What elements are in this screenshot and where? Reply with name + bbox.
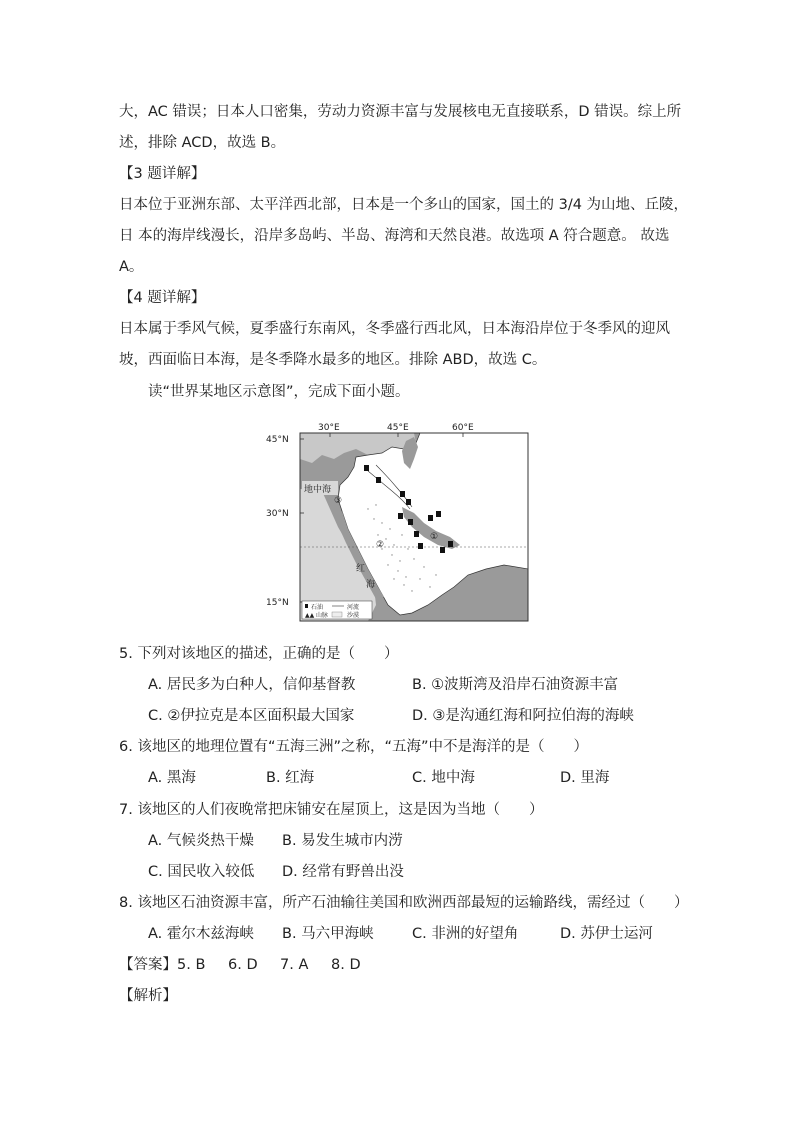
- marker-1: ①: [430, 532, 439, 542]
- legend-oil: 石油: [311, 604, 324, 611]
- oil-icon: [406, 499, 411, 505]
- oil-icon: [408, 519, 413, 525]
- question-6-stem: 6. 该地区的地理位置有“五海三洲”之称，“五海”中不是海洋的是（ ）: [119, 739, 588, 755]
- q4-text-line: 坡，西面临日本海，是冬季降水最多的地区。排除 ABD，故选 C。: [119, 352, 547, 368]
- question-6-option-a: A. 黑海: [148, 770, 196, 786]
- question-8-stem: 8. 该地区石油资源丰富，所产石油输往美国和欧洲西部最短的运输路线，需经过（ ）: [119, 895, 689, 911]
- marker-2: ②: [376, 540, 385, 550]
- sea-label-mediterranean: 地中海: [304, 485, 332, 495]
- question-8-option-c: C. 非洲的好望角: [412, 926, 519, 942]
- sea-label-red: 海: [366, 580, 376, 590]
- question-7-option-d: D. 经常有野兽出没: [282, 864, 404, 880]
- question-7-stem: 7. 该地区的人们夜晚常把床铺安在屋顶上，这是因为当地（ ）: [119, 802, 544, 818]
- map-svg: [264, 419, 534, 627]
- region-map: [264, 419, 534, 627]
- oil-icon: [376, 477, 381, 483]
- marker-3: ③: [334, 496, 343, 506]
- answer-value: 6. D: [228, 957, 258, 973]
- oil-icon: [436, 511, 441, 517]
- analysis-text-line: 大，AC 错误；日本人口密集，劳动力资源丰富与发展核电无直接联系，D 错误。综上所: [119, 104, 682, 120]
- question-7-option-b: B. 易发生城市内涝: [282, 833, 403, 849]
- question-6-option-c: C. 地中海: [412, 770, 475, 786]
- q4-text-line: 日本属于季风气候，夏季盛行东南风，冬季盛行西北风，日本海沿岸位于冬季风的迎风: [119, 321, 670, 337]
- oil-icon: [364, 465, 369, 471]
- lat-label: 30°N: [266, 509, 289, 519]
- svg-text:▲▲: ▲▲: [305, 612, 315, 619]
- oil-icon: [428, 515, 433, 521]
- lat-label: 45°N: [266, 435, 289, 445]
- lat-label: 15°N: [266, 598, 289, 608]
- question-5-option-b: B. ①波斯湾及沿岸石油资源丰富: [412, 677, 619, 693]
- oil-icon: [440, 547, 445, 553]
- legend-desert: 沙漠: [347, 612, 360, 619]
- sea-label-red: 红: [356, 564, 366, 574]
- q3-text-line: 日本位于亚洲东部、太平洋西北部，日本是一个多山的国家，国土的 3/4 为山地、丘陵，: [119, 197, 689, 213]
- answer-label: 【答案】: [119, 957, 177, 973]
- oil-icon: [400, 491, 405, 497]
- q3-heading: 【3 题详解】: [119, 166, 206, 182]
- question-6-option-d: D. 里海: [560, 770, 610, 786]
- question-5-option-c: C. ②伊拉克是本区面积最大国家: [148, 708, 355, 724]
- oil-icon: [448, 541, 453, 547]
- legend-river: 河流: [347, 604, 360, 611]
- answer-value: 7. A: [280, 957, 309, 973]
- question-5-stem: 5. 下列对该地区的描述，正确的是（ ）: [119, 646, 399, 662]
- q4-heading: 【4 题详解】: [119, 290, 206, 306]
- question-8-option-d: D. 苏伊士运河: [560, 926, 653, 942]
- answer-value: 5. B: [177, 957, 206, 973]
- oil-icon: [398, 513, 403, 519]
- lon-label: 60°E: [452, 423, 474, 433]
- q3-text-line: A。: [119, 259, 144, 275]
- oil-icon: [414, 531, 419, 537]
- question-5-option-d: D. ③是沟通红海和阿拉伯海的海峡: [412, 708, 634, 724]
- map-frame: [300, 433, 528, 621]
- map-legend: [302, 601, 372, 619]
- intro-text: 读“世界某地区示意图”，完成下面小题。: [148, 384, 410, 400]
- lon-label: 30°E: [318, 423, 340, 433]
- answer-value: 8. D: [331, 957, 361, 973]
- q3-text-line: 日 本的海岸线漫长，沿岸多岛屿、半岛、海湾和天然良港。故选项 A 符合题意。 故选: [119, 228, 670, 244]
- lon-label: 45°E: [387, 423, 409, 433]
- question-8-option-b: B. 马六甲海峡: [282, 926, 374, 942]
- oil-icon: [418, 543, 423, 549]
- question-7-option-a: A. 气候炎热干燥: [148, 833, 254, 849]
- question-6-option-b: B. 红海: [266, 770, 315, 786]
- question-8-option-a: A. 霍尔木兹海峡: [148, 926, 254, 942]
- analysis-text-line: 述，排除 ACD，故选 B。: [119, 135, 286, 151]
- question-5-option-a: A. 居民多为白种人，信仰基督教: [148, 677, 356, 693]
- analysis-heading: 【解析】: [119, 988, 177, 1004]
- question-7-option-c: C. 国民收入较低: [148, 864, 255, 880]
- legend-mountain: 山脉: [316, 612, 329, 619]
